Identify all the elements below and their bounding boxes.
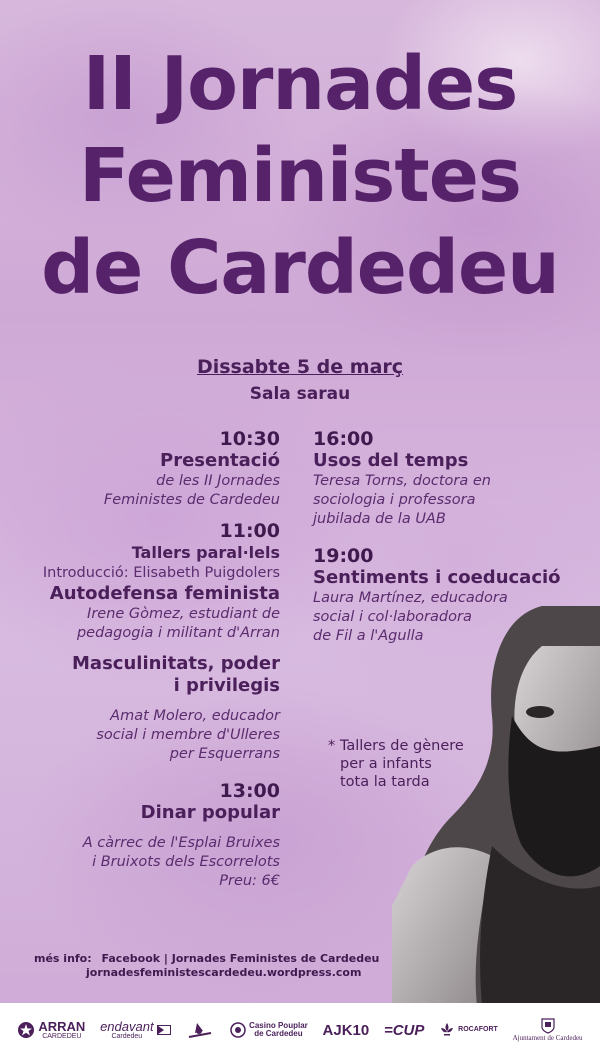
- session-masculinitats-title-2: i privilegis: [173, 675, 280, 696]
- endavant-logo: [100, 1020, 171, 1041]
- more-info: [34, 952, 379, 980]
- time-1300: 13:00: [219, 780, 280, 802]
- sponsor-logos-bar: [0, 1003, 600, 1057]
- endavant-logo-sub: Cardedeu: [111, 1032, 143, 1040]
- website-link[interactable]: jornadesfeministescardedeu.wordpress.com: [86, 966, 362, 979]
- ajk10-logo: [322, 1021, 370, 1039]
- session-dinar-desc-1: A càrrec de l'Esplai Bruixes: [82, 835, 280, 851]
- title-line-2: Feministes: [79, 133, 521, 219]
- poster-title: [0, 38, 600, 314]
- session-dinar-desc-2: i Bruixots dels Escorrelots: [92, 854, 280, 870]
- arran-logo: [17, 1020, 85, 1041]
- session-autodefensa-desc-1: Irene Gòmez, estudiant de: [87, 606, 280, 622]
- session-usos-desc-1: Teresa Torns, doctora en: [313, 473, 491, 489]
- session-sentiments-desc-1: Laura Martínez, educadora: [313, 590, 508, 606]
- session-tallers-title: Tallers paral·lels: [131, 543, 280, 562]
- session-masculinitats-desc-1: Amat Molero, educador: [110, 708, 280, 724]
- note-line-3: tota la tarda: [340, 774, 430, 790]
- session-dinar-title: Dinar popular: [140, 802, 280, 823]
- casino-logo-line-1: Casino Pouplar: [249, 1021, 308, 1030]
- arran-logo-text: ARRAN: [38, 1018, 86, 1034]
- session-masculinitats-desc-3: per Esquerrans: [169, 746, 280, 762]
- rocafort-logo: [439, 1022, 498, 1038]
- time-1600: 16:00: [313, 428, 374, 450]
- session-usos-title: Usos del temps: [313, 450, 469, 471]
- cup-logo: [383, 1021, 425, 1039]
- session-presentacio-title: Presentació: [160, 450, 280, 471]
- session-dinar-price: Preu: 6€: [219, 873, 280, 889]
- session-presentacio-desc-2: Feministes de Cardedeu: [103, 492, 280, 508]
- ajuntament-logo: [513, 1018, 583, 1042]
- fleur-de-lis-icon: [439, 1022, 455, 1038]
- note-line-2: per a infants: [340, 756, 432, 772]
- esplai-logo: [185, 1019, 215, 1041]
- event-date: Dissabte 5 de març: [196, 356, 404, 378]
- schedule-left-column: [10, 428, 280, 891]
- facebook-link[interactable]: Facebook | Jornades Feministes de Cardedeu: [101, 952, 380, 965]
- town-shield-icon: [541, 1018, 555, 1034]
- event-venue: Sala sarau: [249, 384, 351, 404]
- endavant-logo-text: endavant: [100, 1018, 154, 1034]
- time-1900: 19:00: [313, 545, 374, 567]
- session-masculinitats-title-1: Masculinitats, poder: [72, 653, 280, 674]
- session-usos-desc-2: sociologia i professora: [313, 492, 476, 508]
- arran-logo-sub: CARDEDEU: [42, 1032, 82, 1040]
- session-sentiments-title: Sentiments i coeducació: [313, 567, 561, 588]
- witch-icon: [185, 1019, 215, 1041]
- title-line-1: II Jornades: [82, 41, 518, 127]
- session-sentiments-desc-2: social i col·laboradora: [313, 609, 472, 625]
- masked-woman-photo: [392, 606, 600, 1006]
- session-usos-desc-3: jubilada de la UAB: [313, 511, 446, 527]
- casino-logo-line-2: de Cardedeu: [254, 1029, 303, 1038]
- session-autodefensa-desc-2: pedagogia i militant d'Arran: [76, 625, 280, 641]
- casino-emblem-icon: [230, 1022, 246, 1038]
- flag-icon: [157, 1025, 171, 1035]
- time-1030: 10:30: [219, 428, 280, 450]
- session-autodefensa-title: Autodefensa feminista: [49, 583, 280, 604]
- title-line-3: de Cardedeu: [41, 225, 559, 311]
- ajk10-logo-text: AJK10: [322, 1021, 370, 1039]
- session-tallers-intro: Introducció: Elisabeth Puigdolers: [42, 565, 280, 581]
- rocafort-logo-text: ROCAFORT: [458, 1026, 498, 1033]
- session-presentacio-desc-1: de les II Jornades: [156, 473, 280, 489]
- cup-logo-text: =CUP: [383, 1021, 425, 1039]
- session-sentiments-desc-3: de Fil a l'Agulla: [313, 628, 424, 644]
- arran-star-icon: [17, 1021, 35, 1039]
- casino-popular-logo: [230, 1022, 308, 1038]
- ajuntament-logo-text: Ajuntament de Cardedeu: [512, 1034, 583, 1042]
- note-line-1: * Tallers de gènere: [328, 738, 464, 754]
- time-1100: 11:00: [219, 520, 280, 542]
- session-masculinitats-desc-2: social i membre d'Ulleres: [96, 727, 280, 743]
- more-info-label: més info:: [34, 952, 92, 965]
